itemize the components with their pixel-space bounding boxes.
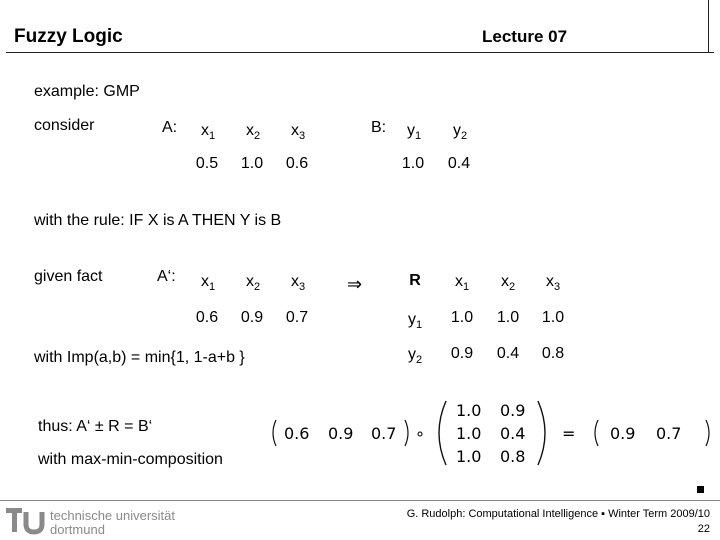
max-min-composition-note: with max-min-composition [38, 451, 223, 468]
relation-cell: 1.0 [496, 309, 520, 326]
composition-operator: ∘ [415, 424, 426, 443]
matrix-cell: 1.0 [456, 447, 482, 466]
matrix-cell: 1.0 [456, 424, 482, 443]
matrix-cell: 0.9 [500, 401, 526, 420]
set-aprime-header-x2: $x_2$ [245, 273, 261, 293]
lecture-number: Lecture 07 [482, 27, 568, 46]
relation-cell: 0.9 [450, 345, 474, 362]
matrix-cell: 1.0 [456, 401, 482, 420]
set-b-value: 0.4 [447, 155, 471, 172]
university-name [50, 509, 175, 537]
university-name-line1: technische universität [50, 508, 176, 523]
thus-statement: thus: A‘ ± R = B‘ [38, 418, 153, 435]
relation-row-y1: $y_1$ [407, 311, 423, 331]
matrix-cell: 0.4 [500, 424, 526, 443]
set-a-value: 1.0 [240, 155, 264, 172]
set-aprime-value: 0.7 [285, 309, 309, 326]
set-a-header-x1: $x_1$ [200, 122, 216, 142]
result-vector-open-paren [595, 420, 598, 446]
relation-cell: 0.8 [541, 345, 565, 362]
consider-label: consider [34, 117, 95, 134]
set-aprime-header-x1: $x_1$ [200, 273, 216, 293]
result-vector-value: 0.7 [656, 424, 682, 443]
set-aprime-value: 0.9 [240, 309, 264, 326]
equals-sign: = [562, 424, 576, 443]
university-name-line2: dortmund [50, 522, 105, 537]
set-aprime-header-x3: $x_3$ [290, 273, 306, 293]
footer-course-info: G. Rudolph: Computational Intelligence ▪ Winter Term 2009/10 [406, 508, 710, 520]
left-vector-value: 0.7 [371, 424, 397, 443]
footer-citation [407, 507, 710, 537]
set-a-value: 0.6 [285, 155, 309, 172]
set-aprime-label: A‘: [157, 268, 176, 285]
relation-corner-label: R [409, 272, 421, 289]
end-of-slide-marker [697, 486, 704, 493]
set-aprime-value: 0.6 [195, 309, 219, 326]
left-vector-value: 0.9 [328, 424, 354, 443]
relation-cell: 0.4 [496, 345, 520, 362]
relation-cell: 1.0 [541, 309, 565, 326]
set-a-label: A: [162, 119, 178, 136]
matrix-open-paren [439, 401, 446, 465]
page-number: 22 [697, 523, 710, 535]
set-a-header-x3: $x_3$ [290, 122, 306, 142]
relation-col-x3: $x_3$ [545, 273, 561, 293]
result-vector-value: 0.9 [610, 424, 636, 443]
example-heading: example: GMP [34, 83, 140, 100]
matrix-close-paren [538, 401, 545, 465]
footer-rule [0, 500, 720, 501]
relation-col-x2: $x_2$ [500, 273, 516, 293]
set-a-value: 0.5 [195, 155, 219, 172]
implies-arrow: ⇒ [347, 274, 363, 295]
implication-definition: with Imp(a,b) = min{1, 1-a+b } [34, 349, 245, 366]
given-fact-label: given fact [34, 268, 103, 285]
left-vector-open-paren [273, 420, 276, 446]
relation-row-y2: $y_2$ [407, 346, 423, 366]
set-b-label: B: [371, 119, 387, 136]
left-vector-value: 0.6 [284, 424, 310, 443]
slide-series-title: Fuzzy Logic [14, 26, 123, 47]
result-vector-close-paren [706, 420, 709, 446]
relation-cell: 1.0 [450, 309, 474, 326]
set-a-header-x2: $x_2$ [245, 122, 261, 142]
set-b-value: 1.0 [401, 155, 425, 172]
relation-col-x1: $x_1$ [454, 273, 470, 293]
rule-text: with the rule: IF X is A THEN Y is B [34, 212, 282, 229]
set-b-header-y2: $y_2$ [452, 122, 468, 142]
tu-logo-icon [4, 504, 46, 536]
matrix-cell: 0.8 [500, 447, 526, 466]
set-b-header-y1: $y_1$ [406, 122, 422, 142]
left-vector-close-paren [405, 420, 408, 446]
